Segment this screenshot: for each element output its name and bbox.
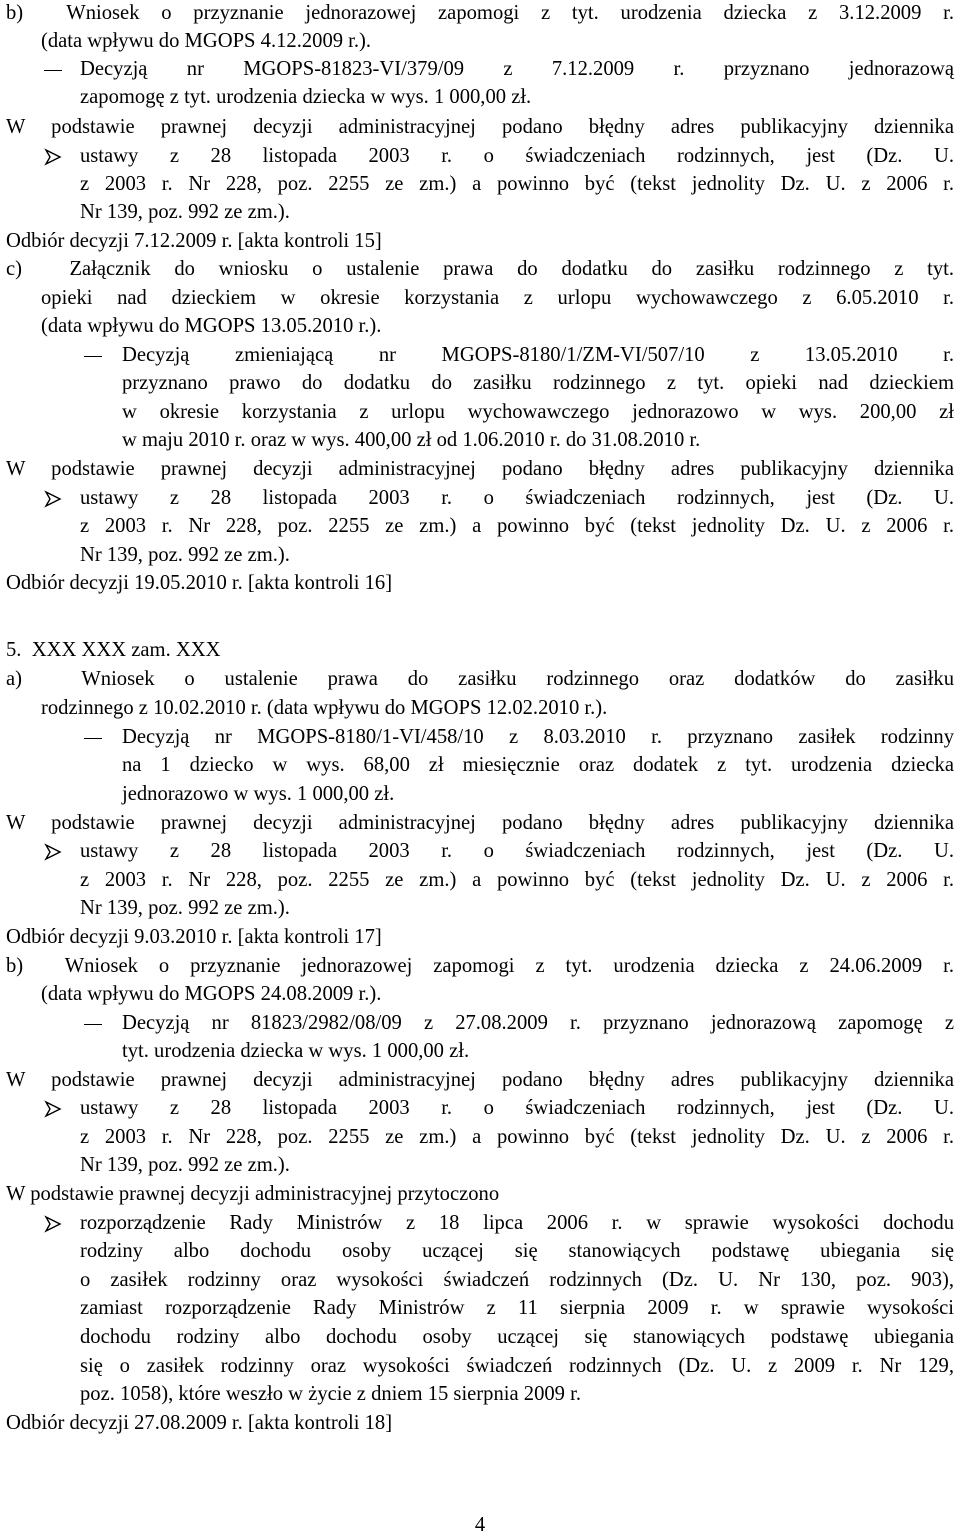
text-line: Decyzją nr MGOPS-8180/1-VI/458/10 z 8.03.2010 r. przyznano zasiłek rodzinny (122, 726, 954, 748)
text-line: Nr 139, poz. 992 ze zm.). (80, 201, 290, 223)
text-line: Decyzją zmieniającą nr MGOPS-8180/1/ZM-VI/507/10 z 13.05.2010 r. (122, 344, 954, 366)
text-line: (data wpływu do MGOPS 4.12.2009 r.). (41, 30, 372, 52)
text-line: w okresie korzystania z urlopu wychowawczego jednorazowo w wys. 200,00 zł (122, 401, 954, 423)
arrow-bullet-icon (44, 148, 62, 166)
text-line: Odbiór decyzji 7.12.2009 r. [akta kontroli 15] (6, 230, 382, 252)
section-heading: 5. XXX XXX zam. XXX (6, 639, 221, 661)
dash-bullet-icon (84, 738, 102, 739)
text-line: rodzinnego z 10.02.2010 r. (data wpływu do MGOPS 12.02.2010 r.). (41, 697, 608, 719)
arrow-bullet-icon (44, 843, 62, 861)
text-line: z 2003 r. Nr 228, poz. 2255 ze zm.) a powinno być (tekst jednolity Dz. U. z 2006 r. (80, 1126, 954, 1148)
text-line: przyznano prawo do dodatku do zasiłku rodzinnego z tyt. opieki nad dzieckiem (122, 372, 954, 394)
text-line: o zasiłek rodzinny oraz wysokości świadczeń rodzinnych (Dz. U. Nr 130, poz. 903), (80, 1269, 954, 1291)
text-line: Nr 139, poz. 992 ze zm.). (80, 544, 290, 566)
text-line: Decyzją nr MGOPS-81823-VI/379/09 z 7.12.2009 r. przyznano jednorazową (80, 58, 954, 80)
text-line: jednorazowo w wys. 1 000,00 zł. (122, 783, 395, 805)
text-line: Odbiór decyzji 27.08.2009 r. [akta kontroli 18] (6, 1412, 393, 1434)
text-line: opieki nad dzieckiem w okresie korzystania z urlopu wychowawczego z 6.05.2010 r. (41, 287, 954, 309)
text-line: W podstawie prawnej decyzji administracyjnej podano błędny adres publikacyjny dziennika (6, 1069, 954, 1091)
text-line: zamiast rozporządzenie Rady Ministrów z 11 sierpnia 2009 r. w sprawie wysokości (80, 1297, 954, 1319)
text-line: (data wpływu do MGOPS 13.05.2010 r.). (41, 315, 382, 337)
text-line: na 1 dziecko w wys. 68,00 zł miesięcznie oraz dodatek z tyt. urodzenia dziecka (122, 754, 954, 776)
text-line: W podstawie prawnej decyzji administracyjnej podano błędny adres publikacyjny dziennika (6, 812, 954, 834)
text-line: Nr 139, poz. 992 ze zm.). (80, 1154, 290, 1176)
text-line: dochodu rodziny albo dochodu osoby uczącej się stanowiących podstawę ubiegania (80, 1326, 954, 1348)
text-line: a) Wniosek o ustalenie prawa do zasiłku rodzinnego oraz dodatków do zasiłku (6, 668, 954, 690)
text-line: W podstawie prawnej decyzji administracyjnej przytoczono (6, 1183, 500, 1205)
dash-bullet-icon (44, 70, 62, 71)
text-line: rozporządzenie Rady Ministrów z 18 lipca 2006 r. w sprawie wysokości dochodu (80, 1212, 954, 1234)
arrow-bullet-icon (44, 1215, 62, 1233)
text-line: tyt. urodzenia dziecka w wys. 1 000,00 zł. (122, 1040, 470, 1062)
text-line: Nr 139, poz. 992 ze zm.). (80, 897, 290, 919)
text-line: w maju 2010 r. oraz w wys. 400,00 zł od 1.06.2010 r. do 31.08.2010 r. (122, 429, 701, 451)
text-line: c) Załącznik do wniosku o ustalenie prawa do dodatku do zasiłku rodzinnego z tyt. (6, 258, 954, 280)
text-line: (data wpływu do MGOPS 24.08.2009 r.). (41, 983, 382, 1005)
text-line: b) Wniosek o przyznanie jednorazowej zapomogi z tyt. urodzenia dziecka z 24.06.2009 r. (6, 955, 954, 977)
text-line: W podstawie prawnej decyzji administracyjnej podano błędny adres publikacyjny dziennika (6, 458, 954, 480)
text-line: rodziny albo dochodu osoby uczącej się stanowiących podstawę ubiegania się (80, 1240, 954, 1262)
page-number: 4 (474, 1514, 486, 1536)
arrow-bullet-icon (44, 1100, 62, 1118)
text-line: b) Wniosek o przyznanie jednorazowej zapomogi z tyt. urodzenia dziecka z 3.12.2009 r. (6, 2, 954, 24)
text-line: zapomogę z tyt. urodzenia dziecka w wys. 1 000,00 zł. (80, 86, 532, 108)
text-line: z 2003 r. Nr 228, poz. 2255 ze zm.) a powinno być (tekst jednolity Dz. U. z 2006 r. (80, 173, 954, 195)
text-line: ustawy z 28 listopada 2003 r. o świadczeniach rodzinnych, jest (Dz. U. (80, 487, 954, 509)
text-line: z 2003 r. Nr 228, poz. 2255 ze zm.) a powinno być (tekst jednolity Dz. U. z 2006 r. (80, 869, 954, 891)
text-line: poz. 1058), które weszło w życie z dniem 15 sierpnia 2009 r. (80, 1383, 581, 1405)
text-line: ustawy z 28 listopada 2003 r. o świadczeniach rodzinnych, jest (Dz. U. (80, 145, 954, 167)
text-line: W podstawie prawnej decyzji administracyjnej podano błędny adres publikacyjny dziennika (6, 116, 954, 138)
text-line: Decyzją nr 81823/2982/08/09 z 27.08.2009 r. przyznano jednorazową zapomogę z (122, 1012, 954, 1034)
dash-bullet-icon (84, 356, 102, 357)
text-line: ustawy z 28 listopada 2003 r. o świadczeniach rodzinnych, jest (Dz. U. (80, 1097, 954, 1119)
arrow-bullet-icon (44, 490, 62, 508)
text-line: się o zasiłek rodzinny oraz wysokości świadczeń rodzinnych (Dz. U. z 2009 r. Nr 129, (80, 1355, 954, 1377)
text-line: Odbiór decyzji 19.05.2010 r. [akta kontroli 16] (6, 572, 393, 594)
text-line: ustawy z 28 listopada 2003 r. o świadczeniach rodzinnych, jest (Dz. U. (80, 840, 954, 862)
dash-bullet-icon (84, 1024, 102, 1025)
text-line: z 2003 r. Nr 228, poz. 2255 ze zm.) a powinno być (tekst jednolity Dz. U. z 2006 r. (80, 515, 954, 537)
text-line: Odbiór decyzji 9.03.2010 r. [akta kontroli 17] (6, 926, 382, 948)
